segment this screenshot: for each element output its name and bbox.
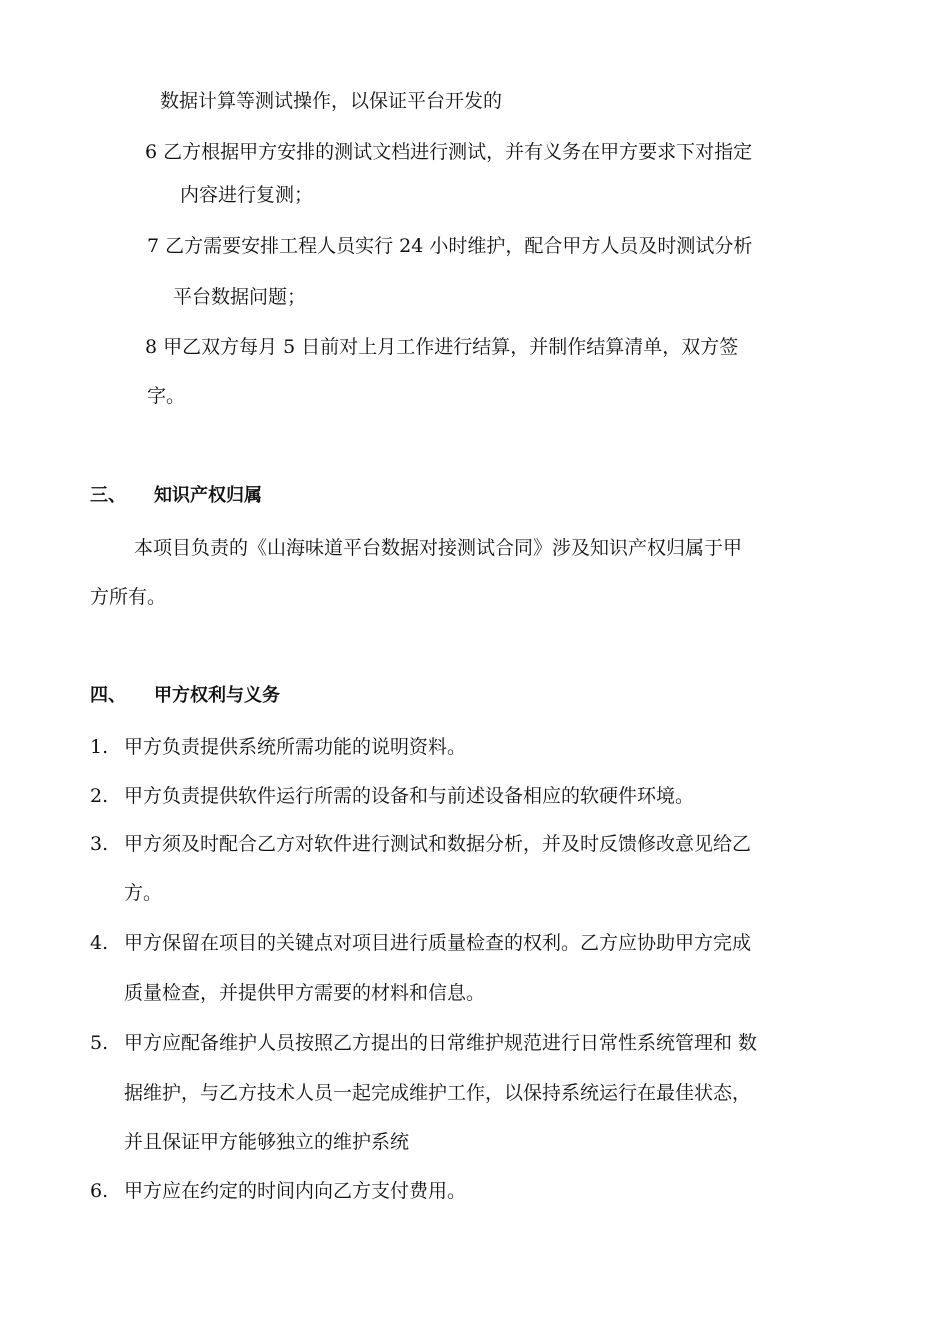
list-item-text: 甲方负责提供系统所需功能的说明资料。 — [124, 736, 467, 758]
section-4-title: 甲方权利与义务 — [154, 685, 280, 706]
section-3-paragraph-line-2: 方所有。 — [90, 586, 167, 608]
list-item-number: 1. — [90, 736, 109, 758]
section2-continuation-line: 数据计算等测试操作，以保证平台开发的 — [160, 90, 503, 112]
item-8-line-2: 字。 — [147, 385, 186, 407]
list-item-number: 2. — [90, 785, 109, 807]
item-6-line-2: 内容进行复测； — [180, 184, 314, 206]
list-item-number: 3. — [90, 833, 109, 855]
list-item-text: 甲方应配备维护人员按照乙方提出的日常维护规范进行日常性系统管理和 数 — [124, 1032, 758, 1054]
list-item-text: 甲方须及时配合乙方对软件进行测试和数据分析，并及时反馈修改意见给乙 — [124, 833, 752, 855]
section-3-paragraph-line-1: 本项目负责的《山海味道平台数据对接测试合同》涉及知识产权归属于甲 — [134, 537, 743, 559]
list-item-number: 4. — [90, 932, 109, 954]
list-item-text-continuation: 据维护，与乙方技术人员一起完成维护工作，以保持系统运行在最佳状态， — [124, 1082, 752, 1104]
section-3-title: 知识产权归属 — [154, 485, 262, 506]
list-item-number: 5. — [90, 1032, 109, 1054]
list-item-text-continuation: 并且保证甲方能够独立的维护系统 — [124, 1131, 410, 1153]
list-item-text: 甲方负责提供软件运行所需的设备和与前述设备相应的软硬件环境。 — [124, 785, 695, 807]
list-item-text: 甲方保留在项目的关键点对项目进行质量检查的权利。乙方应协助甲方完成 — [124, 932, 752, 954]
item-8-line-1: 8 甲乙双方每月 5 日前对上月工作进行结算，并制作结算清单，双方签 — [145, 336, 739, 358]
list-item-text-continuation: 质量检查，并提供甲方需要的材料和信息。 — [124, 982, 486, 1004]
section-4-number: 四、 — [90, 685, 126, 706]
list-item-text-continuation: 方。 — [124, 882, 163, 904]
item-6-line-1: 6 乙方根据甲方安排的测试文档进行测试，并有义务在甲方要求下对指定 — [145, 141, 753, 163]
list-item-text: 甲方应在约定的时间内向乙方支付费用。 — [124, 1180, 467, 1202]
section-3-number: 三、 — [90, 485, 126, 506]
list-item-number: 6. — [90, 1180, 109, 1202]
item-7-line-1: 7 乙方需要安排工程人员实行 24 小时维护，配合甲方人员及时测试分析 — [147, 235, 753, 257]
item-7-line-2: 平台数据问题； — [173, 286, 307, 308]
